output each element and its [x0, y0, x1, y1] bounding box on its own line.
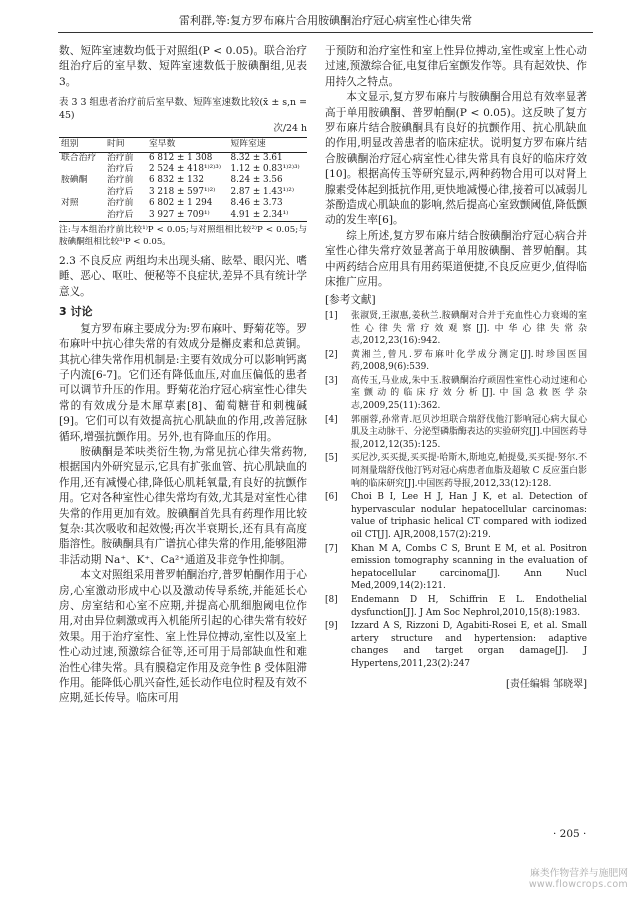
table-cell — [59, 210, 105, 222]
table-header-vt: 短阵室速 — [228, 138, 307, 152]
table-cell: 6 802 ± 1 294 — [149, 198, 213, 209]
site-watermark — [508, 865, 628, 895]
discussion-paragraph-2: 胺碘酮是苯呋类衍生物,为常见抗心律失常药物,根据国内外研究显示,它具有扩张血管、抗心肌缺血的作用,还有减慢心律,降低心肌耗氧量,有良好的抗颤作用。它对各种室性心律失常均有效,尤其是对室性心律失常的作用更加有效。胺碘酮首先具有药理作用比较复杂:其次吸收和起效慢;再次半衰期长,还有具有高度脂溶性。胺碘酮具有广谱抗心律失常的作用,能够阻滞非活动期 Na⁺、K⁺、Ca²⁺通道及非竞争性抑制。 — [59, 445, 307, 566]
table-cell: 4.91 ± 2.34¹⁾ — [228, 210, 307, 222]
table-cell: 治疗后 — [105, 210, 147, 222]
table-cell — [59, 164, 105, 175]
table-title: 表 3 3 组患者治疗前后室早数、短阵室速数比较(x̄ ± s,n = 45) — [59, 97, 307, 122]
reference-number: [3] — [325, 375, 338, 386]
right-column — [325, 44, 587, 692]
running-header — [58, 12, 593, 33]
table-cell: 2.87 ± 1.43¹⁾²⁾ — [230, 186, 294, 197]
conclusion-paragraph: 综上所述,复方罗布麻片结合胺碘酮治疗冠心病合并室性心律失常疗效显著高于单用胺碘酮、普罗帕酮。其中两药结合应用具有用药渠道便捷,不良反应更少,值得临床推广应用。 — [325, 229, 587, 289]
reference-item — [325, 452, 587, 490]
table-row — [59, 164, 307, 175]
responsible-editor: [责任编辑 邹晓翠] — [506, 678, 587, 690]
table-cell: 联合治疗 — [61, 152, 97, 163]
table-header-group: 组别 — [59, 138, 105, 152]
reference-text: Izzard A S, Rizzoni D, Agabiti-Rosei E, et al. Small artery structure and hypertension: adaptive changes and target organ damage[J]. J Hypertens,2011,23(2):247 — [351, 621, 587, 669]
discussion-paragraph-3: 本文对照组采用普罗帕酮治疗,普罗帕酮作用于心房,心室激动形成中心以及激动传导系统,并能延长心房、房室结和心室不应期,并提高心肌细胞阈电位作用,对由异位刺激或再入机能所引起的心律失常有较好效果。用于治疗室性、室上性异位搏动,室性以及室上性心动过速,预激综合征等,还可用于局部缺血性和难治性心律失常。具有膜稳定作用及竞争性 β 受体阻滞作用。能降低心肌兴奋性,延长动作电位时程及有效不应期,延长传导。临床可用 — [59, 569, 307, 705]
reference-text: Khan M A, Combs C S, Brunt E M, et al. Positron emission tomography scanning in the evaluation of hepatocellular carcinoma[J]. Ann Nucl Med,2009,14(2):121. — [351, 543, 587, 592]
reference-text: 张淑贤,王淑惠,姜秋兰.胺碘酮对合并于充血性心力衰竭的室性心律失常疗效观察[J].中华心律失常杂志,2012,23(16):942. — [351, 310, 587, 347]
table-cell: 治疗前 — [107, 175, 134, 186]
reference-text: Choi B I, Lee H J, Han J K, et al. Detection of hypervascular nodular hepatocellular carcinomas: value of triphasic helical CT compared with iodized oil CT[J]. AJR,2008,157(2):219. — [351, 492, 587, 540]
table-unit: 次/24 h — [273, 123, 307, 135]
table-cell: 6 812 ± 1 308 — [149, 152, 213, 163]
table-cell: 治疗后 — [107, 164, 134, 175]
reference-text: Endemann D H, Schiffrin E L. Endothelial dysfunction[J]. J Am Soc Nephrol,2010,15(8):1983. — [351, 594, 587, 618]
reference-number: [7] — [325, 543, 338, 554]
watermark-cn: 麻类作物营养与施肥网 — [530, 868, 628, 879]
table-row — [59, 175, 307, 186]
table-header-premature: 室早数 — [147, 138, 228, 152]
table-row — [59, 210, 307, 222]
table-row — [59, 198, 307, 209]
table-cell: 8.32 ± 3.61 — [230, 152, 283, 163]
page-number: · 205 · — [553, 828, 587, 840]
table-cell: 8.46 ± 3.73 — [230, 198, 283, 209]
reference-number: [1] — [325, 310, 338, 321]
table-row — [59, 152, 307, 164]
reference-text: 买尼沙,买买提,买买提·哈斯木,斯地克,帕提曼,买买提·努尔.不同剂量瑞舒伐他汀钙对冠心病患者血脂及超敏 C 反应蛋白影响的临床研究[J].中国医药导报,2012,33(12):128. — [351, 453, 587, 489]
reference-item — [325, 349, 587, 374]
table-cell: 3 927 ± 709¹⁾ — [147, 210, 228, 222]
table-cell: 1.12 ± 0.83¹⁾²⁾³⁾ — [230, 164, 300, 175]
reference-item — [325, 594, 587, 619]
table-cell: 治疗前 — [107, 152, 134, 163]
reference-text: 黄湘兰,曾凡.罗布麻叶化学成分测定[J].时珍国医国药,2008,9(6):539. — [351, 349, 587, 373]
table-header-time: 时间 — [105, 138, 147, 152]
watermark-url: www.flowcrops.com — [528, 879, 628, 890]
intro-paragraph: 数、短阵室速数均低于对照组(P < 0.05)。联合治疗组治疗后的室早数、短阵室速数低于胺碘酮组,见表 3。 — [59, 45, 307, 88]
table-cell — [59, 187, 105, 198]
table-cell: 胺碘酮 — [61, 175, 88, 186]
table-header-row — [59, 138, 307, 152]
table-cell: 对照 — [61, 198, 79, 209]
reference-item — [325, 414, 587, 452]
reference-number: [8] — [325, 594, 338, 605]
section-2-3-paragraph: 2.3 不良反应 两组均未出现头痛、眩晕、眼闪光、嗜睡、恶心、呕吐、便秘等不良症状,差异不具有统计学意义。 — [59, 255, 307, 298]
table-cell: 8.24 ± 3.56 — [230, 175, 283, 186]
left-column — [59, 44, 307, 707]
results-discussion-paragraph: 本文显示,复方罗布麻片与胺碘酮合用总有效率显著高于单用胺碘酮、普罗帕酮(P < 0.05)。这反映了复方罗布麻片结合胺碘酮具有良好的抗颤作用、抗心肌缺血的作用,明显改善患者的临床症状。说明复方罗布麻片结合胺碘酮治疗冠心病室性心律失常具有良好的临床疗效[10]。根据高传玉等研究显示,两种药物合用可以对肾上腺素受体起到抵抗作用,更快地减慢心律,接着可以减弱儿茶酚造成心肌缺血的影响,然后提高心室致颤阈值,降低颤动的发生率[6]。 — [325, 91, 587, 227]
reference-item — [325, 543, 587, 593]
results-table — [59, 137, 307, 222]
reference-item — [325, 310, 587, 348]
references-heading: [参考文献] — [325, 293, 376, 306]
reference-number: [6] — [325, 492, 338, 503]
reference-text: 高传玉,马业成,朱中玉.胺碘酮治疗顽固性室性心动过速和心室颤动的临床疗效分析[J].中国急救医学杂志,2009,25(11):362. — [351, 375, 587, 412]
table-cell: 3 218 ± 597¹⁾²⁾ — [149, 186, 216, 197]
table-cell: 治疗后 — [107, 186, 134, 197]
reference-item — [325, 375, 587, 413]
reference-text: 郭丽蓉,孙常青.厄贝沙坦联合瑞舒伐他汀影响冠心病大鼠心肌及主动脉干、分泌型磷脂酶表达的实验研究[J].中国医药导报,2012,12(35):125. — [351, 414, 587, 450]
reference-number: [2] — [325, 349, 338, 360]
discussion-heading: 3 讨论 — [59, 305, 93, 319]
table-cell: 治疗前 — [107, 198, 134, 209]
table-caption — [59, 96, 307, 135]
running-header-title: 雷利群,等:复方罗布麻片合用胺碘酮治疗冠心病室性心律失常 — [178, 14, 473, 27]
reference-number: [4] — [325, 414, 338, 425]
table-note: 注:与本组治疗前比较¹⁾P < 0.05;与对照组相比较²⁾P < 0.05;与胺碘酮组相比较³⁾P < 0.05。 — [59, 225, 307, 248]
reference-item — [325, 620, 587, 670]
reference-number: [5] — [325, 453, 338, 464]
reference-number: [9] — [325, 621, 338, 632]
table-cell: 2 524 ± 418¹⁾²⁾³⁾ — [149, 164, 221, 175]
reference-item — [325, 491, 587, 541]
table-row — [59, 187, 307, 198]
table-cell: 6 832 ± 132 — [149, 175, 204, 186]
continued-paragraph: 于预防和治疗室性和室上性异位搏动,室性或室上性心动过速,预激综合征,电复律后室颤发作等。具有起效快、作用持久之特点。 — [325, 45, 587, 88]
discussion-paragraph-1: 复方罗布麻主要成分为:罗布麻叶、野菊花等。罗布麻叶中抗心律失常的有效成分是槲皮素和总黄铜。其抗心律失常作用机制是:主要有效成分可以影响钙离子内流[6-7]。它们还有降低血压,对血压偏低的患者可以调节升压的作用。野菊花治疗冠心病室性心律失常的有效成分是木犀草素[8]、葡萄糖苷和刺槐碱[9]。它们可以有效提高抗心肌缺血的作用,改善冠脉循环,增强抗颤作用。另外,也有降血压的作用。 — [59, 322, 307, 443]
